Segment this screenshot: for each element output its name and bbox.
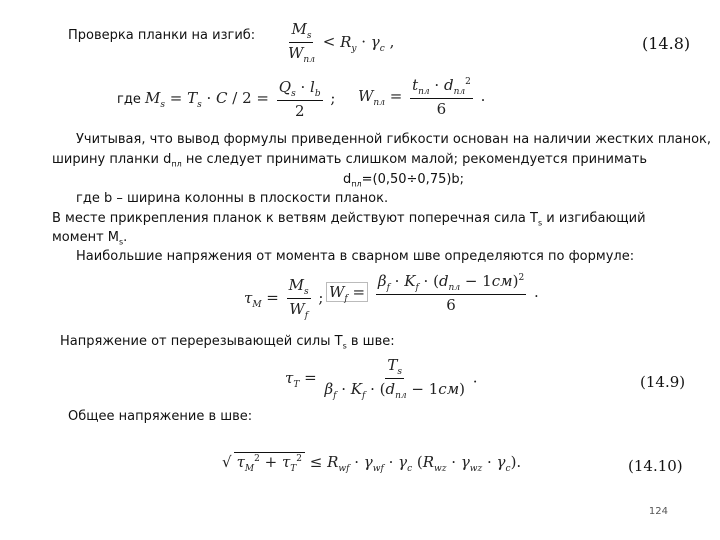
- paragraph-1-line-2: ширину планки $d_{пл}$ не следует принимать слишком малой; рекомендуется принимать: [52, 152, 647, 169]
- paragraph-1-line-3: $d_{пл}=(0,50\div 0,75)b$;: [343, 172, 465, 189]
- where-label: где: [117, 92, 141, 107]
- weld-modulus-formula: $W_f$ = $\frac{\beta_f \cdot K_f \cdot (d_{пл} - 1см)^2}{6}$ .: [326, 272, 539, 314]
- equation-number-14-8: (14.8): [642, 34, 691, 53]
- heading: Проверка планки на изгиб:: [68, 28, 256, 43]
- paragraph-1-line-1: Учитывая, что вывод формулы приведенной гибкости основан на наличии жестких планок,: [76, 132, 712, 147]
- paragraph-2-line-2: момент $M_s$.: [52, 230, 128, 247]
- total-heading: Общее напряжение в шве:: [68, 409, 253, 424]
- equation-number-14-10: (14.10): [628, 457, 683, 475]
- total-stress-formula: √ $\tau_M^2 + \tau_T^2 \le R_{wf} \cdot \gamma_{wf} \cdot \gamma_c$ $(R_{wz} \cdot \gamma_{wz} \cdot \gamma_c)$.: [222, 453, 522, 474]
- equation-number-14-9: (14.9): [640, 373, 686, 391]
- page-number: 124: [648, 506, 668, 517]
- section-modulus-formula: $W_{пл}$ = $\frac{t_{пл} \cdot d_{пл}^2}{6}$ .: [358, 76, 486, 118]
- moment-stress-formula: $\tau_M$ = $\frac{M_s}{W_f}$ ;: [244, 276, 324, 321]
- shear-heading: Напряжение от перерезывающей силы $T_s$ в шве:: [60, 334, 395, 351]
- moment-formula: $M_s = T_s \cdot C / 2$ = $\frac{Q_s \cdot l_b}{2}$ ;: [145, 78, 336, 120]
- shear-stress-formula: $\tau_T$ = $\frac{T_s}{\beta_f \cdot K_f \cdot (d_{пл} - 1см)}$ .: [285, 356, 478, 401]
- paragraph-1-line-4: где b – ширина колонны в плоскости планок.: [76, 191, 389, 206]
- paragraph-2-line-1: В месте прикрепления планок к ветвям действуют поперечная сила $T_s$ и изгибающий: [52, 211, 646, 228]
- paragraph-3: Наибольшие напряжения от момента в сварном шве определяются по формуле:: [76, 249, 635, 264]
- bending-check-formula: $\frac{M_s}{W_{пл}}$ < $R_y \cdot \gamma_c$ ,: [288, 20, 395, 65]
